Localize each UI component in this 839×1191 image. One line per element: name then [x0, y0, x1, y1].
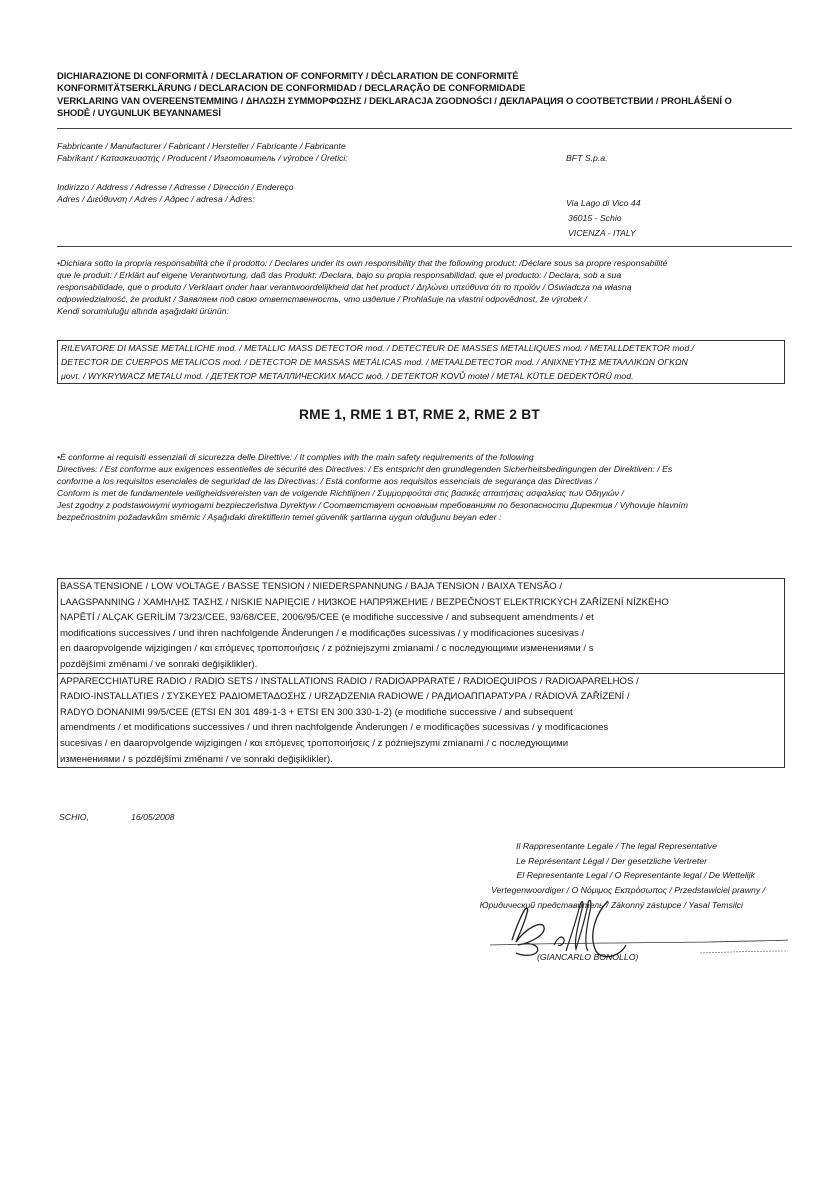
title-line: DICHIARAZIONE DI CONFORMITÀ / DECLARATION OF CONFORMITY / DÉCLARATION DE CONFORMITÉ — [57, 70, 519, 81]
declares-line: •Dichiara sotto la propria responsabilità che il prodotto: / Declares under its own responsibility that the following product: /Déclare sous sa propre responsabilité — [57, 258, 668, 268]
complies-paragraph — [57, 451, 797, 524]
complies-line: conforme a los requisitos esenciales de seguridad de las Directivas: / Está conforme aos requisitos essenciais de segurança das Directivas / — [57, 476, 598, 487]
representative-line: Юридический представитель / Zákonný zástupce / Yasal Temsilci — [479, 899, 743, 910]
declares-line: odpowiedzialność, że produkt / Заявляем под свою ответственность, что изделие / Prohlašuje na vlastní odpovědnost, že výrobek / — [57, 294, 587, 305]
representative-line: Il Rappresentante Legale / The legal Representative — [516, 841, 717, 851]
low-voltage-directive — [58, 579, 784, 673]
directive-line: RADIO-INSTALLATIES / ΣΥΣΚΕΥΕΣ ΡΑΔΙΟΜΕΤΑΔΟΣΗΣ / URZĄDZENIA RADIOWE / РАДИОАППАРАТУРА / RÁDIOVÁ ZAŘÍZENÍ / — [60, 691, 630, 703]
model-list: RME 1, RME 1 BT, RME 2, RME 2 BT — [299, 407, 540, 422]
declares-paragraph — [57, 257, 797, 317]
representative-line: Le Représentant Légal / Der gesetzliche Vertreter — [516, 855, 707, 866]
title-line: VERKLARING VAN OVEREENSTEMMING / ΔΗΛΩΣΗ ΣΥΜΜΟΡΦΩΣΗΣ / DEKLARACJA ZGODNOŚCI / ДЕКЛАРАЦИЯ О СООТВЕТСТВИИ / PROHLÁŠENÍ O — [57, 94, 732, 106]
directive-line: APPARECCHIATURE RADIO / RADIO SETS / INSTALLATIONS RADIO / RADIOAPPARATE / RADIOEQUIPOS / RADIOAPARELHOS / — [60, 675, 639, 687]
product-description-box — [57, 340, 785, 384]
manufacturer-label-line: Fabbricante / Manufacturer / Fabricant / Hersteller / Fabricante / Fabricante — [57, 141, 346, 151]
declares-line: Kendi sorumluluğu altında aşağıdaki ürünün: — [57, 306, 229, 317]
product-line: μοντ. / WYKRYWACZ METALU mod. / ДЕТЕКТОР МЕТАЛЛИЧЕСКИХ МАСС мод. / DETEKTOR KOVŮ motel / METAL KÜTLE DEDEKTÖRÜ mod. — [61, 370, 634, 381]
directive-line: BASSA TENSIONE / LOW VOLTAGE / BASSE TENSION / NIEDERSPANNUNG / BAJA TENSION / BAIXA TENSÃO / — [60, 581, 563, 592]
handwritten-signature — [470, 895, 790, 975]
complies-line: Jest zgodny z podstawowymi wymogami bezpieczeństwa Dyrektyw / Соответствует основным требованиям по безопасности Директив / Vyhovuje hlavním — [57, 500, 689, 511]
directive-line: modifications successives / und ihren nachfolgende Änderungen / e modificações sucessivas / y modificaciones sucesivas / — [60, 627, 585, 639]
manufacturer-value: BFT S.p.a. — [566, 153, 608, 163]
address-line: Via Lago di Vico 44 — [566, 198, 641, 208]
representative-line: Vertegenwoordiger / Ο Νόμιμος Εκπρόσωπος / Przedstawiciel prawny / — [491, 885, 765, 896]
directives-box — [57, 578, 785, 768]
declares-line: que le produit: / Erklärt auf eigene Verantwortung, daß das Produkt: /Declara, bajo su propia responsabilidad, que el producto: / Declara, sob a sua — [57, 270, 622, 281]
directive-line: NAPĚTÍ / ALÇAK GERİLİM 73/23/CEE, 93/68/CEE, 2006/95/CEE (e modifiche successive / and subsequent amendments / et — [60, 612, 594, 624]
address-label — [57, 182, 537, 205]
directive-line: RADYO DONANIMI 99/5/CEE (ETSI EN 301 489-1-3 + ETSI EN 300 330-1-2) (e modifiche successive / and subsequent — [60, 706, 573, 718]
title-line: KONFORMITÄTSERKLÄRUNG / DECLARACION DE CONFORMIDAD / DECLARAÇÃO DE CONFORMIDADE — [57, 82, 526, 94]
complies-line: Directives: / Est conforme aux exigences essentielles de sécurité des Directives: / Es entspricht den grundlegenden Sicherheitsbedingungen der Direktiven: / Es — [57, 464, 673, 475]
declaration-title — [57, 70, 797, 120]
address-line: 36015 - Schio — [568, 212, 622, 223]
address-label-line: Adres / Διεύθυνση / Adres / Адрес / adresa / Adres: — [57, 193, 255, 204]
product-line: DETECTOR DE CUERPOS METALICOS mod. / DETECTOR DE MASSAS METÁLICAS mod. / METAALDETECTOR mod. / ΑΝΙΧΝΕΥΤΗΣ ΜΕΤΑΛΛΙΚΩΝ ΟΓΚΩΝ — [61, 356, 688, 367]
manufacturer-label-line: Fabrikant / Κατασκευαστής / Producent / Изготовитель / výrobce / Üretici: — [57, 152, 348, 163]
address-value — [566, 196, 641, 240]
complies-line: Conform is met de fundamentele veiligheidsvereisten van de volgende Richtlijnen / Συμμορφούται στις βασικές απαιτήσεις ασφαλείας των Οδηγιών / — [57, 488, 624, 499]
signatory-name: (GIANCARLO BONOLLO) — [537, 952, 639, 962]
representative-line: El Representante Legal / O Representante legal / De Wettelijk — [516, 870, 755, 881]
directive-line: en daaropvolgende wijzigingen / και επόμενες τροποποιήσεις / z późniejszymi zmianami / с последующими изменениями / s — [60, 643, 594, 655]
signing-date: 16/05/2008 — [131, 812, 175, 822]
divider — [57, 246, 792, 247]
manufacturer-label — [57, 141, 537, 164]
complies-line: •È conforme ai requisiti essenziali di sicurezza delle Direttive: / It complies with the main safety requirements of the following — [57, 452, 534, 462]
title-line: SHODĚ / UYGUNLUK BEYANNAMESİ — [57, 107, 221, 119]
address-line: VICENZA - ITALY — [568, 227, 636, 238]
complies-line: bezpečnostním požadavkům směrnic / Aşağıdaki direktiflerin temel güvenlik şartlarına uygun olduğunu beyan eder : — [57, 512, 502, 523]
directive-line: изменениями / s pozdějšími změnami / ve sonraki değişiklikler). — [60, 753, 333, 765]
directive-line: LAAGSPANNING / ΧΑΜΗΛΗΣ ΤΑΣΗΣ / NISKIE NAPIĘCIE / НИЗКОЕ НАПРЯЖЕНИЕ / BEZPEČNOST ELEKTRICKÝCH ZAŘÍZENÍ NÍZKÉHO — [60, 596, 669, 608]
product-line: RILEVATORE DI MASSE METALLICHE mod. / METALLIC MASS DETECTOR mod. / DETECTEUR DE MASSES METALLIQUES mod. / METALLDETEKTOR mod./ — [61, 343, 695, 353]
directive-line: sucesivas / en daaropvolgende wijzigingen / και επόμενες τροποποιήσεις / z późniejszymi zmianami / с последующими — [60, 737, 569, 749]
signing-place: SCHIO, — [59, 812, 89, 822]
address-label-line: Indirizzo / Address / Adresse / Adresse / Dirección / Endereço — [57, 182, 294, 192]
declares-line: responsabilidade, que o produto / Verklaart onder haar verantwoordelijkheid dat het product / Δηλώνει υπεύθυνα ότι το προϊόν / Oświadcza na własną — [57, 282, 632, 293]
divider — [57, 128, 792, 129]
directive-line: amendments / et modifications successives / und ihren nachfolgende Änderungen / e modificações sucessivas / y modificaciones — [60, 722, 609, 734]
directive-line: pozdějšími změnami / ve sonraki değişiklikler). — [60, 658, 258, 670]
radio-directive — [58, 673, 784, 768]
